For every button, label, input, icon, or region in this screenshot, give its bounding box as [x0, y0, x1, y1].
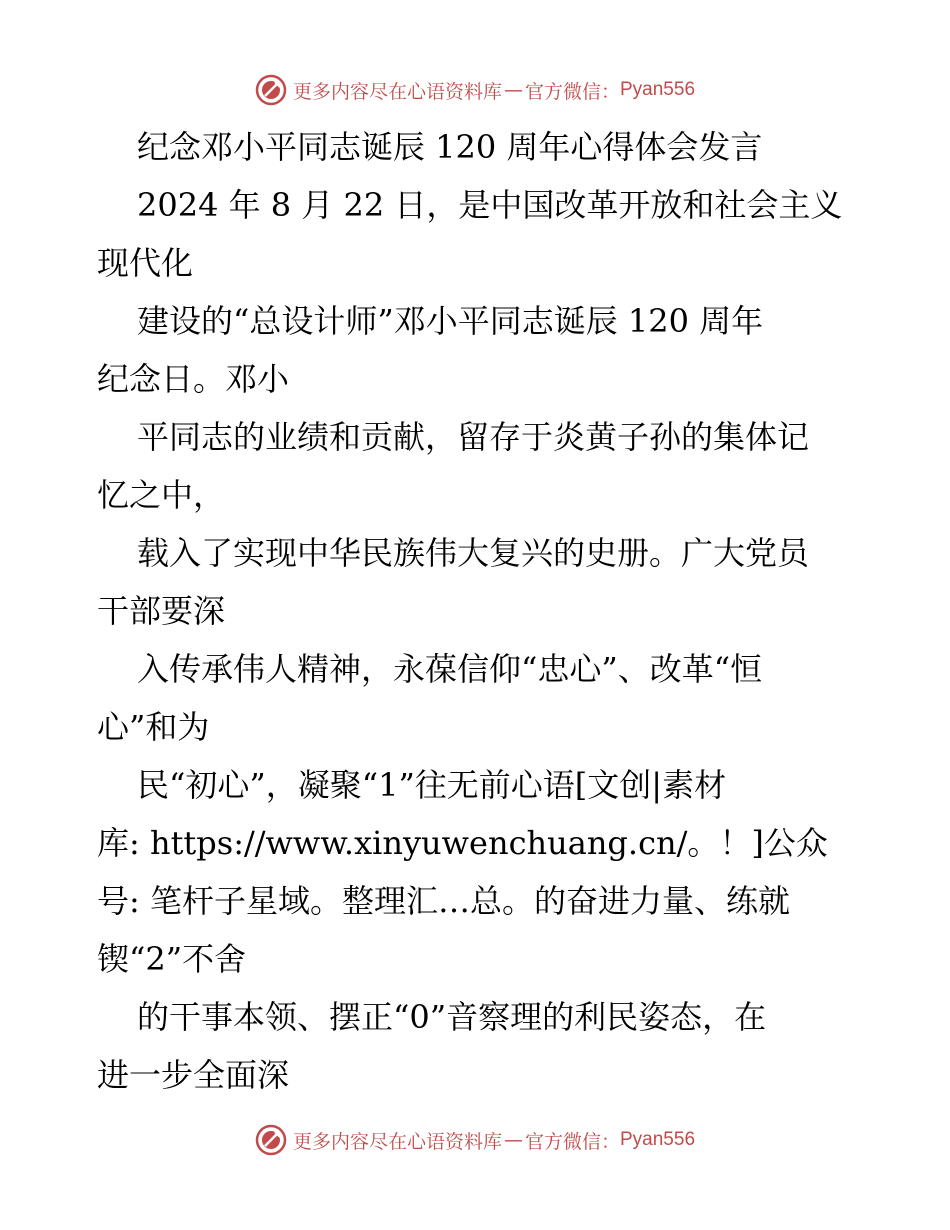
- footer-banner-text: 更多内容尽在心语资料库: [292, 1130, 502, 1153]
- doc-line: 现代化: [97, 244, 194, 282]
- doc-line: 锲“2”不舍: [97, 940, 247, 978]
- header-banner-text: 更多内容尽在心语资料库: [292, 80, 502, 103]
- doc-line: 平同志的业绩和贡献，留存于炎黄子孙的集体记: [137, 418, 810, 456]
- footer-wechat-id: Pyan556: [620, 1129, 696, 1150]
- doc-line: 库: https://www.xinyuwenchuang.cn/。！]公众: [97, 824, 828, 862]
- doc-line: 干部要深: [97, 592, 226, 630]
- footer-banner-dash: —: [503, 1129, 523, 1151]
- doc-line: 的干事本领、摆正“0”音察理的利民姿态，在: [137, 998, 767, 1036]
- header-banner: [0, 70, 950, 110]
- footer-banner: [0, 1120, 950, 1160]
- doc-line: 忆之中，: [97, 476, 226, 514]
- doc-line: 建设的“总设计师”邓小平同志诞辰 120 周年: [137, 302, 764, 340]
- doc-line: 心”和为: [97, 708, 210, 746]
- doc-title-line: 纪念邓小平同志诞辰 120 周年心得体会发言: [137, 128, 763, 166]
- document-body: [97, 118, 867, 1104]
- header-banner-dash: —: [503, 79, 523, 101]
- doc-line: 民“初心”，凝聚“1”往无前心语[文创|素材: [137, 766, 727, 804]
- doc-line: 载入了实现中华民族伟大复兴的史册。广大党员: [137, 534, 810, 572]
- header-wechat-id: Pyan556: [620, 79, 696, 100]
- doc-line: 纪念日。邓小: [97, 360, 290, 398]
- pen-logo-icon: [255, 74, 287, 106]
- doc-line: 进一步全面深: [97, 1056, 290, 1094]
- doc-line: 2024 年 8 月 22 日，是中国改革开放和社会主义: [137, 186, 843, 224]
- doc-line: 号: 笔杆子星域。整理汇…总。的奋进力量、练就: [97, 882, 790, 920]
- pen-logo-icon: [255, 1124, 287, 1156]
- footer-wechat-label: 官方微信：: [524, 1130, 620, 1153]
- doc-line: 入传承伟人精神，永葆信仰“忠心”、改革“恒: [137, 650, 763, 688]
- header-wechat-label: 官方微信：: [524, 80, 620, 103]
